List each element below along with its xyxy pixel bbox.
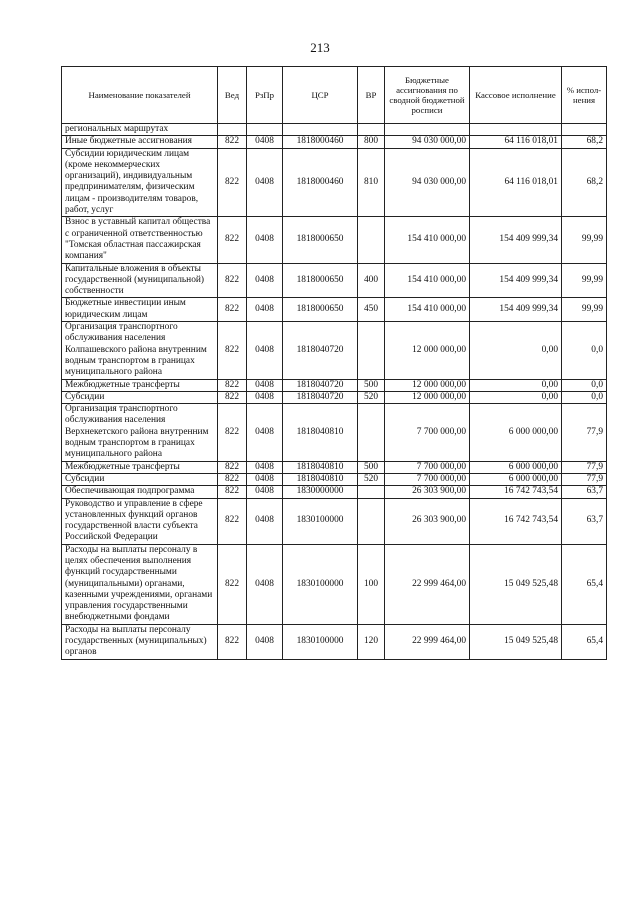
cell-name: Субсидии (62, 473, 218, 485)
cell-percent: 68,2 (562, 148, 607, 217)
cell-budget: 26 303 900,00 (385, 498, 470, 544)
table-row (62, 391, 607, 403)
cell-cash: 154 409 999,34 (470, 298, 562, 322)
cell-csr: 1818000650 (283, 217, 358, 263)
cell-rzpr: 0408 (247, 498, 283, 544)
cell-percent: 77,9 (562, 461, 607, 473)
cell-csr: 1830100000 (283, 624, 358, 659)
table-row (62, 263, 607, 298)
cell-budget: 26 303 900,00 (385, 486, 470, 498)
header-budget: Бюджетные ассигнования по сводной бюджетной росписи (385, 67, 470, 124)
cell-csr: 1830100000 (283, 498, 358, 544)
cell-percent: 63,7 (562, 498, 607, 544)
cell-rzpr (247, 124, 283, 136)
cell-rzpr: 0408 (247, 473, 283, 485)
cell-rzpr: 0408 (247, 486, 283, 498)
cell-csr: 1818040810 (283, 473, 358, 485)
cell-csr: 1818000460 (283, 136, 358, 148)
cell-ved: 822 (218, 473, 247, 485)
cell-ved: 822 (218, 461, 247, 473)
cell-percent: 65,4 (562, 624, 607, 659)
cell-ved: 822 (218, 322, 247, 379)
cell-cash: 16 742 743,54 (470, 486, 562, 498)
cell-budget: 22 999 464,00 (385, 544, 470, 624)
cell-rzpr: 0408 (247, 322, 283, 379)
cell-csr: 1818040810 (283, 461, 358, 473)
cell-rzpr: 0408 (247, 217, 283, 263)
table-row (62, 379, 607, 391)
cell-csr: 1818000650 (283, 298, 358, 322)
table-row (62, 136, 607, 148)
table-row (62, 217, 607, 263)
cell-percent: 0,0 (562, 391, 607, 403)
cell-rzpr: 0408 (247, 624, 283, 659)
cell-cash: 6 000 000,00 (470, 404, 562, 461)
table-row (62, 322, 607, 379)
header-cash: Кассовое исполнение (470, 67, 562, 124)
cell-vr: 800 (358, 136, 385, 148)
cell-ved: 822 (218, 298, 247, 322)
cell-ved: 822 (218, 544, 247, 624)
cell-budget: 154 410 000,00 (385, 263, 470, 298)
cell-name: Субсидии (62, 391, 218, 403)
cell-budget: 94 030 000,00 (385, 148, 470, 217)
table-row (62, 124, 607, 136)
cell-vr (358, 322, 385, 379)
cell-name: Руководство и управление в сфере установленных функций органов государственной власти субъекта Российской Федерации (62, 498, 218, 544)
cell-percent: 63,7 (562, 486, 607, 498)
cell-ved: 822 (218, 379, 247, 391)
table-row (62, 544, 607, 624)
cell-name: Расходы на выплаты персоналу в целях обеспечения выполнения функций государственными (муниципальными) органами, казенными учреждениями, органами управления государственными внебюджетными фондами (62, 544, 218, 624)
cell-csr: 1818040720 (283, 379, 358, 391)
cell-cash: 15 049 525,48 (470, 624, 562, 659)
cell-cash: 6 000 000,00 (470, 473, 562, 485)
cell-vr (358, 124, 385, 136)
cell-name: Межбюджетные трансферты (62, 379, 218, 391)
cell-rzpr: 0408 (247, 391, 283, 403)
budget-execution-table (61, 66, 607, 660)
cell-vr (358, 404, 385, 461)
cell-ved: 822 (218, 391, 247, 403)
cell-vr: 520 (358, 473, 385, 485)
cell-vr: 450 (358, 298, 385, 322)
cell-vr (358, 498, 385, 544)
cell-cash (470, 124, 562, 136)
header-csr: ЦСР (283, 67, 358, 124)
cell-vr: 500 (358, 379, 385, 391)
cell-budget: 7 700 000,00 (385, 404, 470, 461)
cell-name: Организация транспортного обслуживания населения Колпашевского района внутренним водным транспортом в границах муниципального района (62, 322, 218, 379)
cell-ved: 822 (218, 217, 247, 263)
cell-budget: 22 999 464,00 (385, 624, 470, 659)
cell-name: Организация транспортного обслуживания населения Верхнекетского района внутренним водным транспортом в границах муниципального района (62, 404, 218, 461)
cell-vr: 810 (358, 148, 385, 217)
cell-rzpr: 0408 (247, 379, 283, 391)
header-name: Наименование показателей (62, 67, 218, 124)
cell-cash: 154 409 999,34 (470, 263, 562, 298)
cell-ved: 822 (218, 486, 247, 498)
cell-cash: 64 116 018,01 (470, 136, 562, 148)
cell-rzpr: 0408 (247, 544, 283, 624)
cell-budget: 154 410 000,00 (385, 217, 470, 263)
table-body (62, 124, 607, 660)
cell-percent: 99,99 (562, 263, 607, 298)
table-row (62, 486, 607, 498)
cell-ved: 822 (218, 404, 247, 461)
cell-ved: 822 (218, 148, 247, 217)
cell-csr: 1818040720 (283, 391, 358, 403)
cell-csr (283, 124, 358, 136)
cell-name: Обеспечивающая подпрограмма (62, 486, 218, 498)
cell-cash: 154 409 999,34 (470, 217, 562, 263)
cell-budget: 7 700 000,00 (385, 473, 470, 485)
cell-rzpr: 0408 (247, 136, 283, 148)
cell-ved: 822 (218, 624, 247, 659)
cell-csr: 1818000460 (283, 148, 358, 217)
cell-rzpr: 0408 (247, 461, 283, 473)
cell-percent: 68,2 (562, 136, 607, 148)
cell-name: Межбюджетные трансферты (62, 461, 218, 473)
cell-vr (358, 217, 385, 263)
cell-name: Расходы на выплаты персоналу государственных (муниципальных) органов (62, 624, 218, 659)
cell-vr: 400 (358, 263, 385, 298)
cell-percent: 77,9 (562, 404, 607, 461)
header-percent: % испол-нения (562, 67, 607, 124)
table-row (62, 298, 607, 322)
cell-csr: 1818040810 (283, 404, 358, 461)
cell-rzpr: 0408 (247, 298, 283, 322)
cell-rzpr: 0408 (247, 404, 283, 461)
cell-ved: 822 (218, 136, 247, 148)
header-vr: ВР (358, 67, 385, 124)
cell-vr: 500 (358, 461, 385, 473)
cell-csr: 1830000000 (283, 486, 358, 498)
cell-ved (218, 124, 247, 136)
header-ved: Вед (218, 67, 247, 124)
cell-percent (562, 124, 607, 136)
table-row (62, 473, 607, 485)
header-rzpr: РзПр (247, 67, 283, 124)
cell-cash: 64 116 018,01 (470, 148, 562, 217)
cell-budget: 12 000 000,00 (385, 379, 470, 391)
table-row (62, 404, 607, 461)
cell-budget: 12 000 000,00 (385, 391, 470, 403)
cell-name: региональных маршрутах (62, 124, 218, 136)
page-number: 213 (310, 40, 330, 55)
cell-cash: 16 742 743,54 (470, 498, 562, 544)
cell-rzpr: 0408 (247, 263, 283, 298)
cell-cash: 0,00 (470, 322, 562, 379)
cell-name: Субсидии юридическим лицам (кроме некоммерческих организаций), индивидуальным предпринимателям, физическим лицам - производителям товаров, работ, услуг (62, 148, 218, 217)
table-header-row (62, 67, 607, 124)
table-row (62, 498, 607, 544)
cell-cash: 0,00 (470, 391, 562, 403)
table-row (62, 624, 607, 659)
cell-rzpr: 0408 (247, 148, 283, 217)
cell-vr: 100 (358, 544, 385, 624)
cell-percent: 65,4 (562, 544, 607, 624)
cell-budget: 7 700 000,00 (385, 461, 470, 473)
cell-name: Бюджетные инвестиции иным юридическим лицам (62, 298, 218, 322)
cell-percent: 0,0 (562, 379, 607, 391)
cell-percent: 99,99 (562, 217, 607, 263)
cell-percent: 99,99 (562, 298, 607, 322)
cell-csr: 1818040720 (283, 322, 358, 379)
cell-ved: 822 (218, 263, 247, 298)
cell-percent: 0,0 (562, 322, 607, 379)
cell-budget: 154 410 000,00 (385, 298, 470, 322)
cell-ved: 822 (218, 498, 247, 544)
cell-percent: 77,9 (562, 473, 607, 485)
cell-cash: 0,00 (470, 379, 562, 391)
cell-name: Капитальные вложения в объекты государственной (муниципальной) собственности (62, 263, 218, 298)
cell-cash: 6 000 000,00 (470, 461, 562, 473)
cell-budget: 12 000 000,00 (385, 322, 470, 379)
table-row (62, 148, 607, 217)
cell-vr: 120 (358, 624, 385, 659)
cell-name: Иные бюджетные ассигнования (62, 136, 218, 148)
cell-budget: 94 030 000,00 (385, 136, 470, 148)
cell-csr: 1830100000 (283, 544, 358, 624)
cell-vr: 520 (358, 391, 385, 403)
cell-vr (358, 486, 385, 498)
cell-cash: 15 049 525,48 (470, 544, 562, 624)
cell-csr: 1818000650 (283, 263, 358, 298)
table-row (62, 461, 607, 473)
cell-name: Взнос в уставный капитал общества с ограниченной ответственностью "Томская областная пассажирская компания" (62, 217, 218, 263)
cell-budget (385, 124, 470, 136)
